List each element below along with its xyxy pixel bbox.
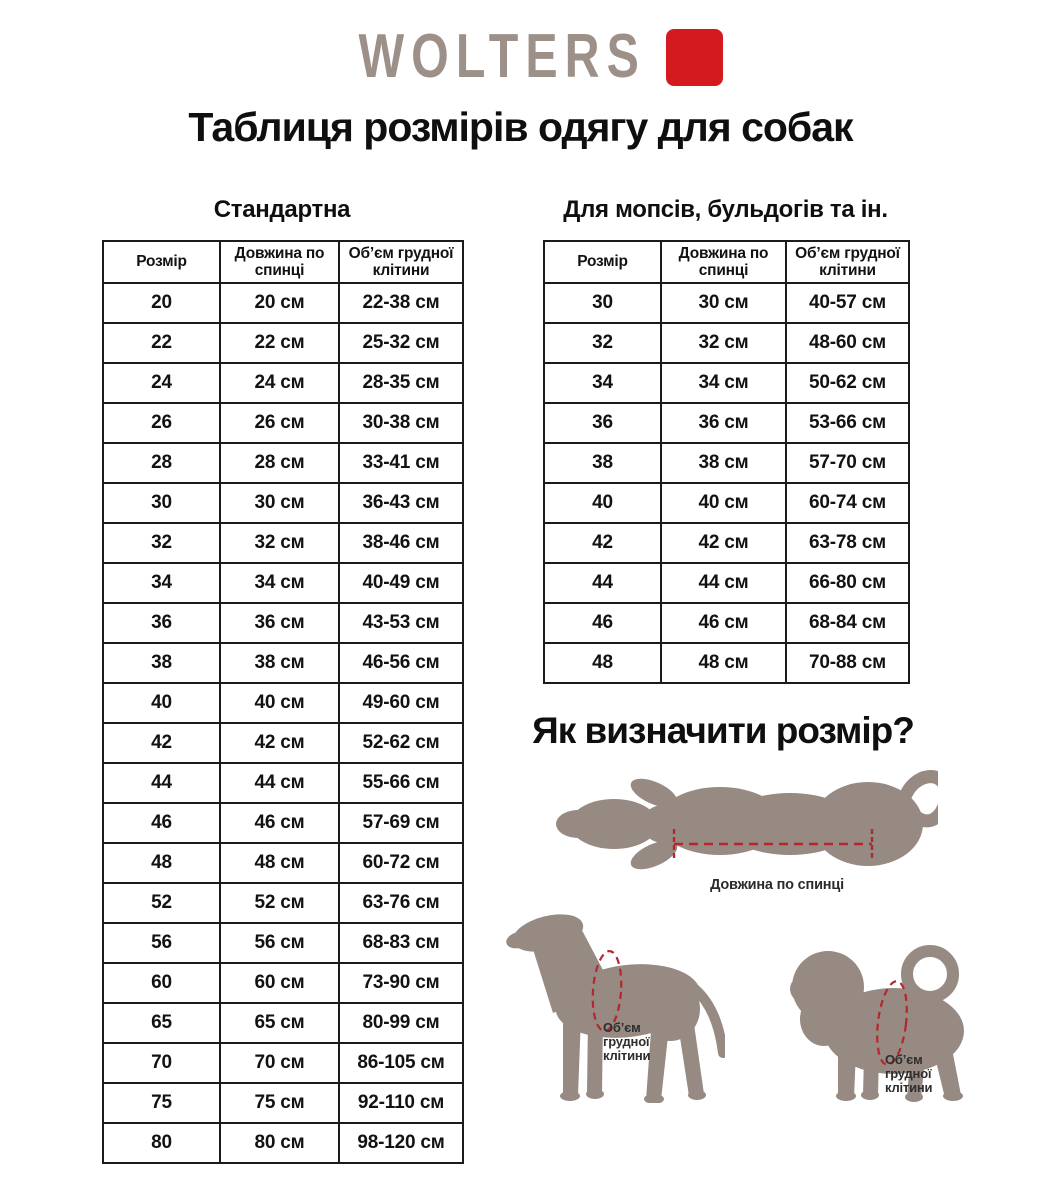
standard-table-head xyxy=(103,241,463,283)
pug-size-table xyxy=(543,240,910,684)
table-cell: 86-105 см xyxy=(339,1043,463,1083)
table-row xyxy=(103,843,463,883)
table-cell: 32 xyxy=(544,323,661,363)
table-cell: 22 xyxy=(103,323,220,363)
table-row xyxy=(544,403,909,443)
table-row xyxy=(103,523,463,563)
table-cell: 75 xyxy=(103,1083,220,1123)
table-cell: 24 xyxy=(103,363,220,403)
table-cell: 52 xyxy=(103,883,220,923)
table-cell: 28-35 см xyxy=(339,363,463,403)
table-cell: 44 xyxy=(103,763,220,803)
table-cell: 48 см xyxy=(220,843,339,883)
table-cell: 33-41 см xyxy=(339,443,463,483)
table-row xyxy=(544,363,909,403)
table-cell: 30 см xyxy=(661,283,786,323)
table-cell: 75 см xyxy=(220,1083,339,1123)
chest-girth-label: Об’єм грудної клітини xyxy=(603,1020,651,1063)
table-row xyxy=(544,323,909,363)
table-cell: 40 xyxy=(103,683,220,723)
table-cell: 38 xyxy=(103,643,220,683)
brand-logo xyxy=(0,22,1041,91)
table-row xyxy=(103,363,463,403)
table-cell: 36 см xyxy=(220,603,339,643)
table-cell: 98-120 см xyxy=(339,1123,463,1163)
table-cell: 43-53 см xyxy=(339,603,463,643)
table-cell: 48-60 см xyxy=(786,323,909,363)
table-row xyxy=(544,523,909,563)
chest-girth-label: Об’єм грудної клітини xyxy=(885,1052,933,1095)
table-cell: 60 см xyxy=(220,963,339,1003)
table-cell: 70-88 см xyxy=(786,643,909,683)
table-cell: 80 см xyxy=(220,1123,339,1163)
table-cell: 34 xyxy=(103,563,220,603)
table-cell: 42 xyxy=(103,723,220,763)
table-cell: 48 xyxy=(544,643,661,683)
table-cell: 56 xyxy=(103,923,220,963)
table-row xyxy=(103,923,463,963)
table-cell: 44 см xyxy=(220,763,339,803)
pug-curled-tail xyxy=(913,957,947,991)
standard-size-table xyxy=(102,240,464,1164)
table-row xyxy=(103,323,463,363)
table-cell: 52 см xyxy=(220,883,339,923)
table-cell: 38 см xyxy=(220,643,339,683)
table-cell: 34 см xyxy=(220,563,339,603)
table-cell: 40-49 см xyxy=(339,563,463,603)
standard-table-title: Стандартна xyxy=(213,196,351,223)
table-row xyxy=(544,483,909,523)
column-header: Довжина по спинці xyxy=(661,241,786,283)
table-row xyxy=(103,563,463,603)
table-cell: 70 см xyxy=(220,1043,339,1083)
table-row xyxy=(544,603,909,643)
header-row xyxy=(103,241,463,283)
table-cell: 30 xyxy=(103,483,220,523)
table-cell: 57-70 см xyxy=(786,443,909,483)
table-cell: 22-38 см xyxy=(339,283,463,323)
table-cell: 36-43 см xyxy=(339,483,463,523)
table-cell: 42 см xyxy=(661,523,786,563)
table-cell: 40 см xyxy=(220,683,339,723)
column-header: Довжина по спинці xyxy=(220,241,339,283)
table-cell: 30-38 см xyxy=(339,403,463,443)
table-row xyxy=(544,563,909,603)
column-header: Об’єм грудної клітини xyxy=(786,241,909,283)
dog-tail xyxy=(695,989,723,1053)
table-cell: 70 xyxy=(103,1043,220,1083)
table-row xyxy=(103,803,463,843)
table-cell: 46 см xyxy=(220,803,339,843)
page-title: Таблиця розмірів одягу для собак xyxy=(188,104,853,150)
table-cell: 32 см xyxy=(220,523,339,563)
dog-side-body xyxy=(504,908,723,1103)
table-cell: 40 xyxy=(544,483,661,523)
table-cell: 68-83 см xyxy=(339,923,463,963)
table-cell: 26 xyxy=(103,403,220,443)
table-cell: 28 xyxy=(103,443,220,483)
table-row xyxy=(103,723,463,763)
header-row xyxy=(544,241,909,283)
table-row xyxy=(544,643,909,683)
column-header: Розмір xyxy=(103,241,220,283)
table-cell: 20 см xyxy=(220,283,339,323)
table-cell: 32 см xyxy=(661,323,786,363)
table-cell: 42 xyxy=(544,523,661,563)
back-length-label: Довжина по спинці xyxy=(710,877,844,893)
table-cell: 80 xyxy=(103,1123,220,1163)
pug-table-head xyxy=(544,241,909,283)
table-row xyxy=(103,1043,463,1083)
table-cell: 46 см xyxy=(661,603,786,643)
table-cell: 68-84 см xyxy=(786,603,909,643)
table-cell: 26 см xyxy=(220,403,339,443)
table-row xyxy=(103,683,463,723)
table-cell: 60-74 см xyxy=(786,483,909,523)
pug-table-body xyxy=(544,283,909,683)
table-cell: 46-56 см xyxy=(339,643,463,683)
table-cell: 46 xyxy=(544,603,661,643)
table-cell: 32 xyxy=(103,523,220,563)
table-cell: 42 см xyxy=(220,723,339,763)
table-cell: 44 см xyxy=(661,563,786,603)
table-row xyxy=(103,483,463,523)
table-row xyxy=(103,403,463,443)
pug-table-title: Для мопсів, бульдогів та ін. xyxy=(563,196,888,223)
table-cell: 73-90 см xyxy=(339,963,463,1003)
table-cell: 65 см xyxy=(220,1003,339,1043)
table-cell: 63-78 см xyxy=(786,523,909,563)
table-cell: 38 xyxy=(544,443,661,483)
table-cell: 50-62 см xyxy=(786,363,909,403)
table-row xyxy=(103,763,463,803)
table-row xyxy=(103,1003,463,1043)
table-cell: 66-80 см xyxy=(786,563,909,603)
column-header: Об’єм грудної клітини xyxy=(339,241,463,283)
table-row xyxy=(103,1083,463,1123)
brand-logo-red-square xyxy=(666,29,723,86)
table-cell: 30 см xyxy=(220,483,339,523)
table-cell: 80-99 см xyxy=(339,1003,463,1043)
table-cell: 36 xyxy=(544,403,661,443)
table-cell: 55-66 см xyxy=(339,763,463,803)
table-cell: 40-57 см xyxy=(786,283,909,323)
column-header: Розмір xyxy=(544,241,661,283)
table-cell: 22 см xyxy=(220,323,339,363)
table-row xyxy=(544,283,909,323)
table-cell: 92-110 см xyxy=(339,1083,463,1123)
table-row xyxy=(103,603,463,643)
table-cell: 38-46 см xyxy=(339,523,463,563)
table-cell: 60-72 см xyxy=(339,843,463,883)
table-cell: 34 xyxy=(544,363,661,403)
table-cell: 40 см xyxy=(661,483,786,523)
table-row xyxy=(103,283,463,323)
table-row xyxy=(103,643,463,683)
table-cell: 63-76 см xyxy=(339,883,463,923)
table-cell: 48 см xyxy=(661,643,786,683)
table-cell: 36 xyxy=(103,603,220,643)
table-cell: 34 см xyxy=(661,363,786,403)
dog-top-view-silhouette xyxy=(552,760,938,890)
table-row xyxy=(103,1123,463,1163)
table-row xyxy=(103,443,463,483)
table-cell: 57-69 см xyxy=(339,803,463,843)
table-cell: 53-66 см xyxy=(786,403,909,443)
dog-top-view-body xyxy=(556,773,938,875)
table-cell: 24 см xyxy=(220,363,339,403)
table-row xyxy=(544,443,909,483)
dog-side-view-silhouette xyxy=(503,903,725,1103)
table-cell: 28 см xyxy=(220,443,339,483)
standard-table-body xyxy=(103,283,463,1163)
table-cell: 30 xyxy=(544,283,661,323)
table-cell: 65 xyxy=(103,1003,220,1043)
table-cell: 60 xyxy=(103,963,220,1003)
table-cell: 46 xyxy=(103,803,220,843)
table-cell: 48 xyxy=(103,843,220,883)
table-cell: 49-60 см xyxy=(339,683,463,723)
table-cell: 44 xyxy=(544,563,661,603)
guide-title: Як визначити розмір? xyxy=(532,710,914,751)
table-cell: 20 xyxy=(103,283,220,323)
table-cell: 56 см xyxy=(220,923,339,963)
table-cell: 36 см xyxy=(661,403,786,443)
table-cell: 25-32 см xyxy=(339,323,463,363)
table-row xyxy=(103,963,463,1003)
table-row xyxy=(103,883,463,923)
table-cell: 52-62 см xyxy=(339,723,463,763)
table-cell: 38 см xyxy=(661,443,786,483)
brand-logo-text: WOLTERS xyxy=(358,22,646,91)
